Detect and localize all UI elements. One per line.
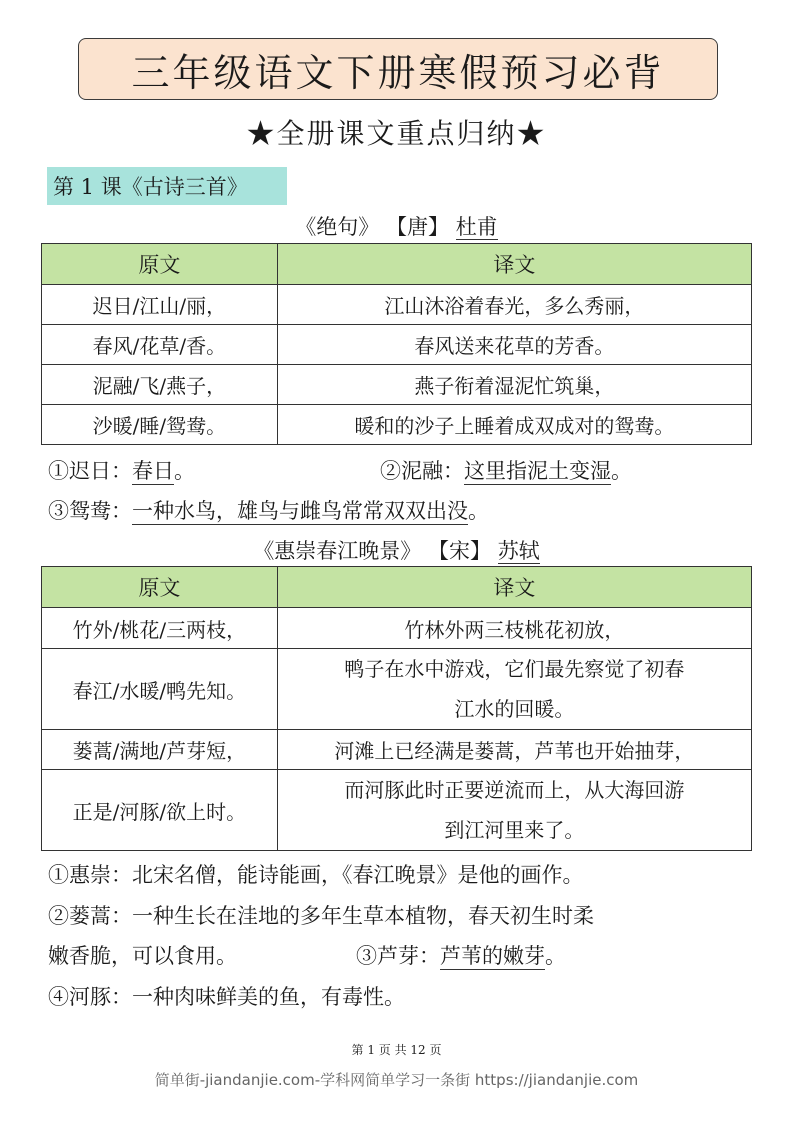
- table-row: [42, 730, 752, 770]
- poem2-note-2: ②蒌蒿：一种生长在洼地的多年生草本植物，春天初生时柔: [48, 904, 594, 928]
- note-end: 。: [611, 459, 632, 483]
- poem1-note-2: [380, 455, 632, 485]
- note-answer: 这里指泥土变湿: [464, 459, 611, 483]
- original-cell: 沙暖/睡/鸳鸯。: [42, 405, 278, 445]
- table-row: [42, 649, 752, 730]
- translation-cell: 燕子衔着湿泥忙筑巢，: [277, 365, 751, 405]
- poem2-dynasty: 【宋】: [428, 539, 491, 563]
- col-original-header: 原文: [42, 244, 278, 285]
- original-cell: 迟日/江山/丽，: [42, 285, 278, 325]
- note-answer: 春日: [132, 459, 174, 483]
- note-label: ③鸳鸯：: [48, 499, 132, 523]
- note-label: ②泥融：: [380, 459, 464, 483]
- table-row: [42, 770, 752, 851]
- table-row: [42, 405, 752, 445]
- translation-cell: 暖和的沙子上睡着成双成对的鸳鸯。: [277, 405, 751, 445]
- poem1-note-1: [48, 455, 195, 485]
- poem1-dynasty: 【唐】: [386, 215, 449, 239]
- translation-line: 到江河里来了。: [444, 818, 585, 842]
- poem2-heading: [0, 535, 793, 565]
- table-header: [42, 567, 752, 608]
- translation-line: 江水的回暖。: [454, 697, 575, 721]
- translation-cell: [277, 649, 751, 730]
- note-end: 。: [174, 459, 195, 483]
- original-cell: 蒌蒿/满地/芦芽短，: [42, 730, 278, 770]
- table-row: [42, 325, 752, 365]
- translation-cell: 江山沐浴着春光，多么秀丽，: [277, 285, 751, 325]
- original-cell: 泥融/飞/燕子，: [42, 365, 278, 405]
- poem2-note-4: ④河豚：一种肉味鲜美的鱼，有毒性。: [48, 985, 405, 1009]
- table-row: [42, 608, 752, 649]
- translation-line: 鸭子在水中游戏，它们最先察觉了初春: [344, 657, 685, 681]
- note-end: 。: [545, 944, 566, 968]
- translation-cell: [277, 770, 751, 851]
- poem2-table: [41, 566, 752, 851]
- note-label: ③芦芽：: [356, 944, 440, 968]
- translation-cell: 河滩上已经满是蒌蒿，芦苇也开始抽芽，: [277, 730, 751, 770]
- original-cell: 春风/花草/香。: [42, 325, 278, 365]
- poem1-table: [41, 243, 752, 445]
- note-end: 。: [468, 499, 489, 523]
- note-answer: 芦苇的嫩芽: [440, 944, 545, 968]
- original-cell: 春江/水暖/鸭先知。: [42, 649, 278, 730]
- col-translation-header: 译文: [277, 567, 751, 608]
- translation-cell: 春风送来花草的芳香。: [277, 325, 751, 365]
- note-answer: 一种水鸟，雄鸟与雌鸟常常双双出没: [132, 499, 468, 523]
- note-label: ①迟日：: [48, 459, 132, 483]
- translation-line: 而河豚此时正要逆流而上，从大海回游: [344, 778, 685, 802]
- table-row: [42, 365, 752, 405]
- table-header: [42, 244, 752, 285]
- poem1-heading: [0, 211, 793, 241]
- col-translation-header: 译文: [277, 244, 751, 285]
- poem2-title: 《惠崇春江晚景》: [253, 539, 422, 563]
- original-cell: 竹外/桃花/三两枝，: [42, 608, 278, 649]
- document-title: 三年级语文下册寒假预习必背: [78, 38, 718, 100]
- table-row: [42, 285, 752, 325]
- original-cell: 正是/河豚/欲上时。: [42, 770, 278, 851]
- poem2-author: 苏轼: [497, 539, 540, 563]
- document-subtitle: ★全册课文重点归纳★: [246, 117, 547, 150]
- site-watermark: 简单街-jiandanjie.com-学科网简单学习一条街 https://jiandanjie.com: [154, 1071, 639, 1089]
- translation-cell: 竹林外两三枝桃花初放，: [277, 608, 751, 649]
- poem1-author: 杜甫: [455, 215, 498, 239]
- poem2-note-2-cont: [48, 940, 237, 970]
- poem1-note-3: [48, 495, 489, 525]
- note-text: 嫩香脆，可以食用。: [48, 944, 237, 968]
- poem1-title: 《绝句》: [295, 215, 380, 239]
- poem2-note-1: ①惠崇：北宋名僧，能诗能画，《春江晚景》是他的画作。: [48, 863, 584, 887]
- page-number: 第 1 页 共 12 页: [351, 1043, 442, 1057]
- col-original-header: 原文: [42, 567, 278, 608]
- poem2-note-3: [356, 940, 566, 970]
- lesson-tag: 第 1 课《古诗三首》: [47, 167, 287, 205]
